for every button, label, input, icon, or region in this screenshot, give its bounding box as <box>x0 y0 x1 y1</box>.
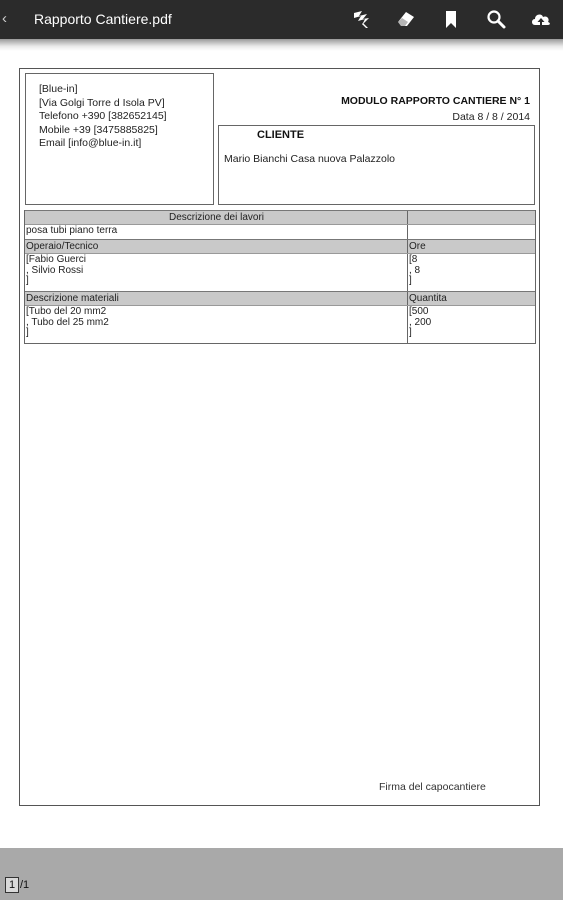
company-address: [Via Golgi Torre d Isola PV] <box>39 96 165 109</box>
signature-label: Firma del capocantiere <box>379 781 486 793</box>
company-phone: Telefono +390 [382652145] <box>39 110 167 123</box>
works-text: posa tubi piano terra <box>25 225 408 239</box>
client-box <box>218 125 535 205</box>
report-date: Data 8 / 8 / 2014 <box>452 111 530 123</box>
eraser-icon[interactable] <box>395 8 417 30</box>
works-header-row <box>25 210 535 225</box>
materials-row <box>25 306 535 343</box>
report-table <box>24 210 536 344</box>
company-info-box <box>25 73 214 205</box>
workers-names: [Fabio Guerci , Silvio Rossi ] <box>25 254 408 291</box>
cloud-upload-icon[interactable] <box>530 8 552 30</box>
workers-header-row <box>25 239 535 254</box>
page-indicator <box>5 877 29 893</box>
bookmark-icon[interactable] <box>440 8 462 30</box>
materials-qtys: [500 , 200 ] <box>409 306 432 338</box>
workers-hours-header: Ore <box>409 241 426 252</box>
edit-strokes-icon[interactable] <box>350 8 372 30</box>
app-bar-shadow <box>0 39 563 51</box>
company-email: Email [info@blue-in.it] <box>39 137 142 150</box>
search-icon[interactable] <box>485 8 507 30</box>
works-header: Descrizione dei lavori <box>25 211 408 224</box>
workers-hours: [8 , 8 ] <box>409 254 421 286</box>
total-pages: /1 <box>20 879 30 891</box>
bottom-bar <box>0 848 563 900</box>
materials-desc-header: Descrizione materiali <box>25 292 408 305</box>
document-title: Rapporto Cantiere.pdf <box>34 11 172 27</box>
client-value: Mario Bianchi Casa nuova Palazzolo <box>224 153 396 165</box>
client-label: CLIENTE <box>257 129 305 141</box>
module-title: MODULO RAPPORTO CANTIERE N° 1 <box>341 95 530 107</box>
back-icon[interactable]: ‹ <box>2 10 7 27</box>
materials-qty-header: Quantita <box>409 293 447 304</box>
works-row <box>25 225 535 239</box>
workers-row <box>25 254 535 291</box>
pdf-page <box>19 68 540 806</box>
works-header-empty <box>408 211 535 224</box>
workers-name-header: Operaio/Tecnico <box>25 240 408 253</box>
materials-header-row <box>25 291 535 306</box>
app-bar <box>0 0 563 39</box>
company-mobile: Mobile +39 [3475885825] <box>39 123 158 136</box>
current-page-field[interactable]: 1 <box>5 877 19 893</box>
company-name: [Blue-in] <box>39 83 78 95</box>
materials-descs: [Tubo del 20 mm2 , Tubo del 25 mm2 ] <box>25 306 408 343</box>
works-empty <box>408 225 535 239</box>
